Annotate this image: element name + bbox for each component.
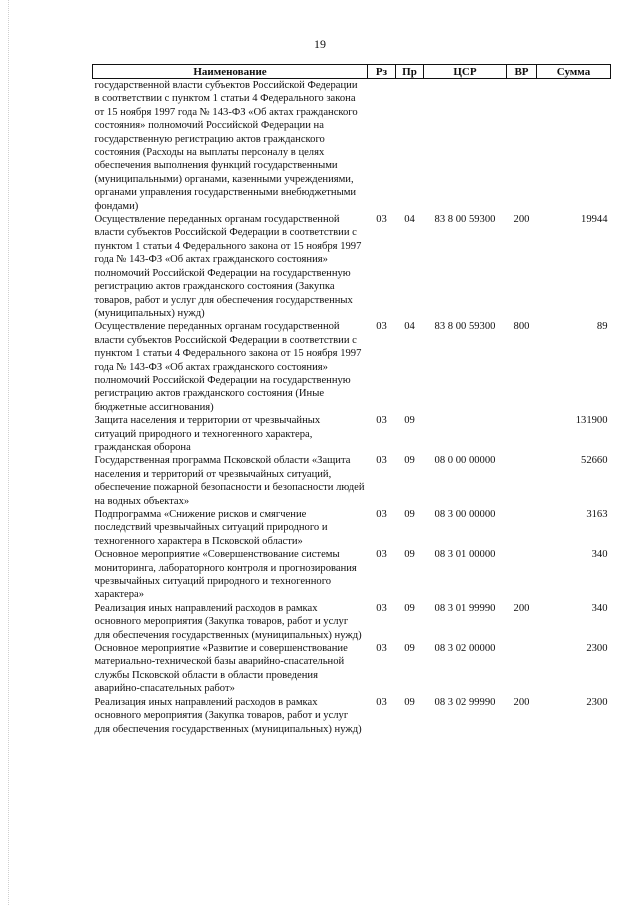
cell-sum: 19944: [581, 214, 608, 226]
cell-name: Реализация иных направлений расходов в рамках основного мероприятия (Закупка товаров, работ и услуг для обеспечения государственных (муниципальных) нужд): [94, 696, 362, 735]
cell-sum: [537, 79, 611, 214]
cell-pr: 09: [404, 549, 415, 561]
header-vr: ВР: [507, 65, 537, 79]
cell-rz: 03: [376, 696, 387, 708]
table-header: [93, 65, 611, 79]
cell-name: Подпрограмма «Снижение рисков и смягчение последствий чрезвычайных ситуаций природного и техногенного характера в Псковской области»: [94, 509, 328, 547]
cell-sum: 340: [591, 549, 608, 561]
cell-sum: 89: [596, 321, 608, 333]
cell-rz: 03: [376, 214, 387, 226]
cell-sum: 2300: [586, 643, 608, 655]
table-row: [93, 696, 611, 736]
header-rz: Рз: [368, 65, 396, 79]
cell-pr: [396, 79, 424, 214]
cell-sum: 340: [591, 602, 608, 614]
cell-name: Защита населения и территории от чрезвычайных ситуаций природного и техногенного характера, гражданская оборона: [94, 415, 321, 453]
cell-rz: 03: [376, 549, 387, 561]
cell-csr: 08 3 00 00000: [434, 509, 496, 520]
table-row: [93, 79, 611, 214]
table-row: [93, 508, 611, 548]
page-number: 19: [314, 37, 326, 51]
cell-rz: [368, 79, 396, 214]
cell-csr: [424, 414, 507, 454]
header-sum: Сумма: [537, 65, 611, 79]
cell-vr: 200: [513, 602, 530, 614]
cell-pr: 09: [404, 696, 415, 708]
cell-name: Государственная программа Псковской области «Защита населения и территорий от чрезвычайных ситуаций, обеспечение пожарной безопасности и безопасности людей на водных объектах»: [94, 455, 365, 507]
cell-name: Осуществление переданных органам государственной власти субъектов Российской Федерации в соответствии с пунктом 1 статьи 4 Федерального закона от 15 ноября 1997 года № 143-ФЗ «Об актах гражданского состояния» полномочий Российской Федерации на государственную регистрацию актов гражданского состояния (Закупка товаров, работ и услуг для обеспечения государственных (муниципальных) нужд): [94, 214, 362, 319]
cell-name: государственной власти субъектов Российской Федерации в соответствии с пунктом 1 статьи 4 Федерального закона от 15 ноября 1997 года № 143-ФЗ «Об актах гражданского состояния» полномочий Российской Федерации на государственную регистрацию актов гражданского состояния (Расходы на выплаты персоналу в целях обеспечения выполнения функций государственными (муниципальными) органами, казенными учреждениями, органами управления государственными внебюджетными фондами): [94, 80, 358, 212]
cell-vr: [507, 508, 537, 548]
budget-table: [92, 64, 611, 736]
cell-csr: 08 3 02 99990: [434, 696, 496, 708]
scan-edge: [8, 0, 10, 905]
cell-pr: 09: [404, 602, 415, 614]
cell-csr: 83 8 00 59300: [434, 214, 496, 226]
cell-rz: 03: [376, 602, 387, 614]
cell-pr: 04: [404, 321, 415, 333]
table-row: [93, 454, 611, 508]
header-name: Наименование: [93, 65, 368, 79]
cell-csr: 08 3 02 00000: [434, 643, 496, 655]
header-pr: Пр: [396, 65, 424, 79]
cell-csr: 83 8 00 59300: [434, 321, 496, 333]
cell-sum: 52660: [581, 455, 608, 467]
table-row: [93, 414, 611, 454]
table-row: [93, 320, 611, 414]
cell-csr: 08 3 01 00000: [434, 549, 496, 561]
table-row: [93, 213, 611, 320]
table-row: [93, 642, 611, 696]
cell-vr: [507, 454, 537, 508]
table-row: [93, 548, 611, 602]
cell-pr: 09: [404, 643, 415, 655]
cell-pr: 09: [404, 415, 415, 427]
cell-vr: 200: [513, 696, 530, 708]
cell-vr: [507, 548, 537, 602]
cell-name: Осуществление переданных органам государственной власти субъектов Российской Федерации в соответствии с пунктом 1 статьи 4 Федерального закона от 15 ноября 1997 года № 143-ФЗ «Об актах гражданского состояния» полномочий Российской Федерации на государственную регистрацию актов гражданского состояния (Иные бюджетные ассигнования): [94, 321, 362, 413]
cell-rz: 03: [376, 415, 387, 427]
cell-vr: [507, 79, 537, 214]
cell-pr: 04: [404, 214, 415, 226]
cell-csr: 08 3 01 99990: [434, 602, 496, 614]
table-body: [93, 79, 611, 736]
cell-name: Основное мероприятие «Совершенствование системы мониторинга, лабораторного контроля и прогнозирования чрезвычайных ситуаций природного и техногенного характера»: [94, 549, 357, 601]
cell-rz: 03: [376, 509, 387, 520]
cell-pr: 09: [404, 509, 415, 520]
header-csr: ЦСР: [424, 65, 507, 79]
cell-rz: 03: [376, 321, 387, 333]
cell-sum: 3163: [586, 509, 608, 520]
cell-vr: 800: [513, 321, 530, 333]
cell-name: Основное мероприятие «Развитие и совершенствование материально-технической базы аварийно-спасательной службы Псковской области в области проведения аварийно-спасательных работ»: [94, 643, 348, 695]
cell-name: Реализация иных направлений расходов в рамках основного мероприятия (Закупка товаров, работ и услуг для обеспечения государственных (муниципальных) нужд): [94, 602, 362, 641]
cell-sum: 2300: [586, 696, 608, 708]
cell-pr: 09: [404, 455, 415, 467]
cell-rz: 03: [376, 643, 387, 655]
cell-csr: 08 0 00 00000: [434, 455, 496, 467]
cell-rz: 03: [376, 455, 387, 467]
cell-vr: [507, 414, 537, 454]
cell-vr: [507, 642, 537, 696]
table-row: [93, 602, 611, 642]
cell-vr: 200: [513, 214, 530, 226]
cell-csr: [424, 79, 507, 214]
cell-sum: 131900: [575, 415, 608, 427]
